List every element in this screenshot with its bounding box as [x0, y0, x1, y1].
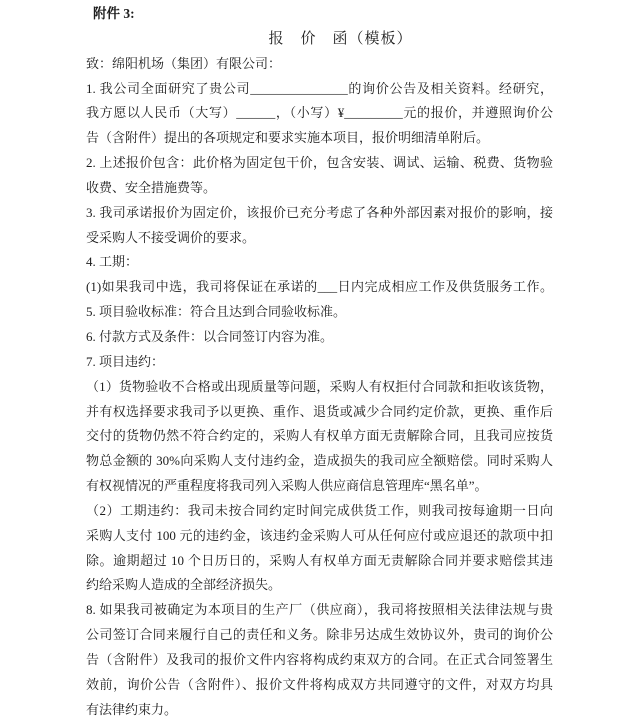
document-line: 效前，询价公告（含附件）、报价文件将构成双方共同遵守的文件，对双方均具 — [86, 676, 553, 692]
document-line: 7. 项目违约： — [86, 353, 165, 369]
document-line: （2）工期违约：我司未按合同约定时间完成供货工作，则我司按每逾期一日向 — [86, 502, 553, 518]
document-body — [86, 77, 553, 721]
document-line: (1)如果我司中选，我司将保证在承诺的___日内完成相应工作及供货服务工作。 — [86, 279, 553, 295]
document-line: 5. 项目验收标准：符合且达到合同验收标准。 — [86, 304, 347, 320]
document-line: 除。逾期超过 10 个日历日的，采购人有权单方面无责解除合同并要求赔偿其违 — [86, 552, 553, 568]
document-line: 约给采购人造成的全部经济损失。 — [86, 577, 282, 593]
document-line: 受采购人不接受调价的要求。 — [86, 229, 256, 245]
document-line: 并有权选择要求我司予以更换、重作、退货或减少合同约定价款，更换、重作后 — [86, 403, 553, 419]
salutation-line: 致：绵阳机场（集团）有限公司： — [86, 55, 282, 71]
document-line: 收费、安全措施费等。 — [86, 179, 217, 195]
document-line: 告（含附件）提出的各项规定和要求实施本项目，报价明细清单附后。 — [86, 130, 490, 146]
document-line: 有法律约束力。 — [86, 701, 178, 717]
document-line: 3. 我司承诺报价为固定价，该报价已充分考虑了各种外部因素对报价的影响，接 — [86, 204, 553, 220]
document-line: 有权视情况的严重程度将我司列入采购人供应商信息管理库“黑名单”。 — [86, 478, 488, 494]
document-line: 交付的货物仍然不符合约定的，采购人有权单方面无责解除合同，且我司应按货 — [86, 428, 553, 444]
document-line: 我方愿以人民币（大写）______，（小写）¥_________元的报价，并遵照询价公 — [86, 105, 553, 121]
document-line: 1. 我公司全面研究了贵公司_______________的询价公告及相关资料。经研究， — [86, 80, 553, 96]
document-title: 报 价 函（模板） — [268, 30, 413, 47]
document-line: 采购人支付 100 元的违约金，该违约金采购人可从任何应付或应退还的款项中扣 — [86, 527, 553, 543]
document-line: 2. 上述报价包含：此价格为固定包干价，包含安装、调试、运输、税费、货物验 — [86, 155, 553, 171]
document-line: （1）货物验收不合格或出现质量等问题，采购人有权拒付合同款和拒收该货物， — [86, 378, 553, 394]
document-line: 物总金额的 30%向采购人支付违约金，造成损失的我司应全额赔偿。同时采购人 — [86, 453, 553, 469]
document-line: 8. 如果我司被确定为本项目的生产厂（供应商），我司将按照相关法律法规与贵 — [86, 602, 553, 618]
document-content — [86, 2, 553, 721]
document-line: 4. 工期： — [86, 254, 139, 270]
attachment-label: 附件 3: — [93, 6, 135, 21]
document-line: 告（含附件）及我司的报价文件内容将构成约束双方的合同。在正式合同签署生 — [86, 651, 553, 667]
document-line: 6. 付款方式及条件：以合同签订内容为准。 — [86, 328, 334, 344]
document-line: 公司签订合同来履行自己的责任和义务。除非另达成生效协议外，贵司的询价公 — [86, 627, 553, 643]
